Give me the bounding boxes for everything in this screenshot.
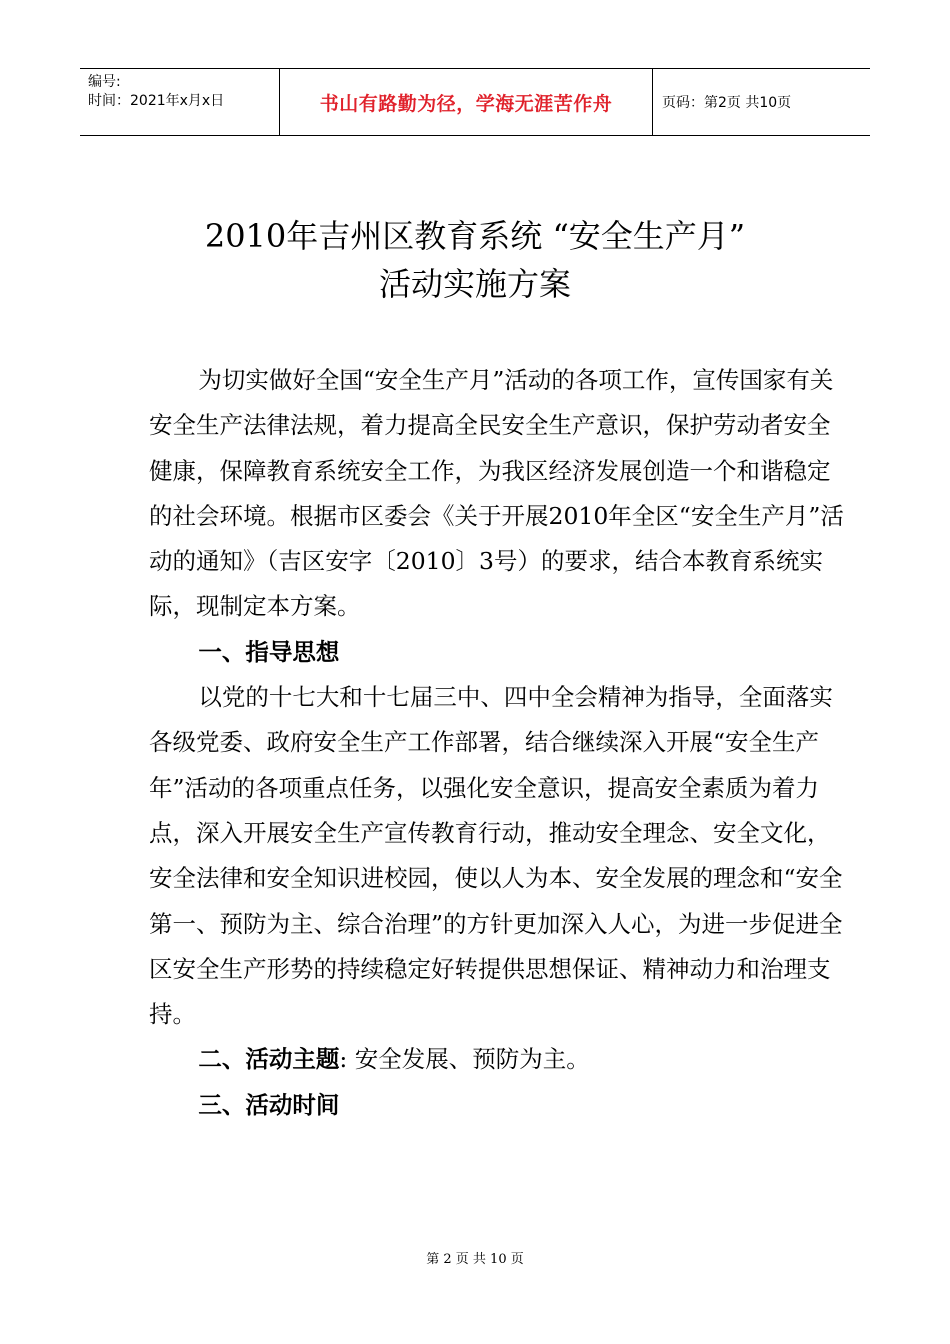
header-page-info: 页码：第2页 共10页	[662, 95, 792, 111]
header-motto-cell	[280, 69, 653, 135]
document-title-line2: 活动实施方案	[378, 265, 571, 303]
intro-paragraph: 为切实做好全国“安全生产月”活动的各项工作，宣传国家有关安全生产法律法规，着力提高全民安全生产意识，保护劳动者安全健康，保障教育系统安全工作，为我区经济发展创造一个和谐稳定的社会环境。根据市区委会《关于开展2010年全区“安全生产月”活动的通知》（吉区安字〔2010〕3号）的要求，结合本教育系统实际，现制定本方案。	[149, 366, 844, 621]
section1-heading: 一、指导思想	[198, 637, 340, 666]
document-time-label: 时间：2021年x月x日	[88, 93, 225, 109]
page-header	[80, 68, 870, 136]
section2-line	[149, 1037, 844, 1082]
header-motto: 书山有路勤为径，学海无涯苦作舟	[319, 92, 613, 115]
header-page-cell	[653, 69, 870, 135]
section3-heading: 三、活动时间	[198, 1090, 340, 1119]
document-number-label: 编号:	[88, 74, 121, 90]
section2-text: : 安全发展、预防为主。	[339, 1045, 590, 1074]
document-title-line1: 2010年吉州区教育系统 “安全生产月”	[204, 217, 746, 255]
document-body	[149, 358, 844, 1128]
section2-heading: 二、活动主题	[198, 1045, 340, 1074]
page-footer: 第 2 页 共 10 页	[426, 1252, 524, 1267]
section1-paragraph: 以党的十七大和十七届三中、四中全会精神为指导，全面落实各级党委、政府安全生产工作部署，结合继续深入开展“安全生产年”活动的各项重点任务，以强化安全意识，提高安全素质为着力点，深入开展安全生产宣传教育行动，推动安全理念、安全文化，安全法律和安全知识进校园，使以人为本、安全发展的理念和“安全第一、预防为主、综合治理”的方针更加深入人心，为进一步促进全区安全生产形势的持续稳定好转提供思想保证、精神动力和治理支持。	[149, 683, 843, 1029]
header-meta-cell	[80, 69, 280, 135]
